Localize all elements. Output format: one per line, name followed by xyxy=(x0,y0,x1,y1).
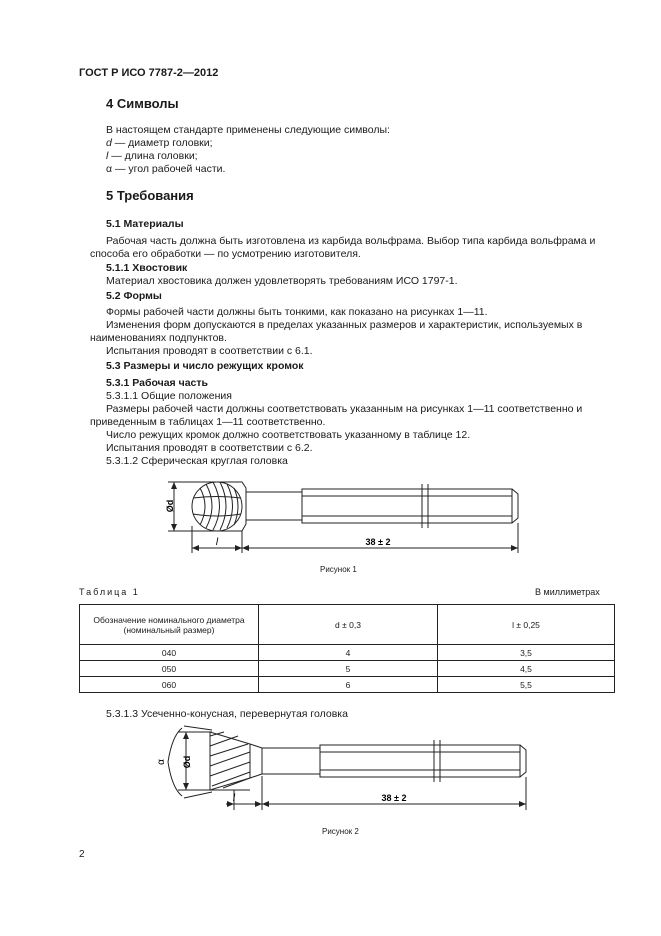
table-header-designation xyxy=(80,605,259,645)
page-number: 2 xyxy=(79,849,85,860)
section-5-3-1-1-line2: приведенным в таблицах 1—11 соответственно. xyxy=(90,416,326,428)
section-5-3-1-1-line3: Число режущих кромок должно соответствовать указанному в таблице 12. xyxy=(106,429,471,441)
figure-2-drawing xyxy=(150,722,530,814)
section-5-1-line1: Рабочая часть должна быть изготовлена из карбида вольфрама. Выбор типа карбида вольфрама и xyxy=(106,235,596,247)
section-5-2-title: 5.2 Формы xyxy=(106,290,162,302)
table-cell: 5,5 xyxy=(438,677,615,693)
section-5-2-line4: Испытания проводят в соответствии с 6.1. xyxy=(106,345,313,357)
figure-2-dim-total: 38 ± 2 xyxy=(381,793,407,803)
section-5-1-line2: способа его обработки — по усмотрению изготовителя. xyxy=(90,248,361,260)
figure-1-dim-total: 38 ± 2 xyxy=(365,537,391,547)
table-1-units: В миллиметрах xyxy=(535,587,600,597)
symbol-l xyxy=(106,150,198,163)
figure-1-dim-d: Ød xyxy=(165,499,175,513)
table-cell: 040 xyxy=(80,645,259,661)
symbol-l-letter: l xyxy=(106,150,109,162)
section-5-3-1-1-line4: Испытания проводят в соответствии с 6.2. xyxy=(106,442,313,454)
figure-1-drawing xyxy=(160,468,530,556)
table-cell: 050 xyxy=(80,661,259,677)
table-cell: 5 xyxy=(259,661,438,677)
table-header-designation-line1: Обозначение номинального диаметра xyxy=(93,614,245,625)
figure-2-dim-d: Ød xyxy=(182,755,192,769)
table-row xyxy=(80,677,615,693)
symbol-alpha-text: — угол рабочей части. xyxy=(112,163,226,175)
table-1 xyxy=(79,604,615,693)
section-4-intro: В настоящем стандарте применены следующие символы: xyxy=(106,124,390,136)
table-cell: 3,5 xyxy=(438,645,615,661)
section-5-3-1-1-line1: Размеры рабочей части должны соответствовать указанным на рисунках 1—11 соответственно и xyxy=(106,403,583,415)
symbol-d-letter: d xyxy=(106,137,112,149)
figure-2-dim-alpha: α xyxy=(156,759,167,765)
table-cell: 4 xyxy=(259,645,438,661)
section-5-1-1-text: Материал хвостовика должен удовлетворять требованиям ИСО 1797-1. xyxy=(106,275,458,287)
table-1-label: Таблица 1 xyxy=(79,587,140,597)
symbol-l-text: — длина головки; xyxy=(108,150,198,162)
section-5-title: 5 Требования xyxy=(106,188,194,203)
table-row xyxy=(80,645,615,661)
symbol-alpha-letter: α xyxy=(106,163,113,175)
symbol-alpha xyxy=(106,163,225,176)
table-header-l: l ± 0,25 xyxy=(438,605,615,645)
figure-2-caption: Рисунок 2 xyxy=(322,827,359,836)
figure-1-dim-l: l xyxy=(215,537,219,548)
section-5-3-1-title: 5.3.1 Рабочая часть xyxy=(106,377,208,389)
section-5-3-1-3-title: 5.3.1.3 Усеченно-конусная, перевернутая головка xyxy=(106,708,348,720)
table-cell: 060 xyxy=(80,677,259,693)
section-5-3-1-2-title: 5.3.1.2 Сферическая круглая головка xyxy=(106,455,288,467)
section-5-3-title: 5.3 Размеры и число режущих кромок xyxy=(106,360,304,372)
section-5-1-1-title: 5.1.1 Хвостовик xyxy=(106,262,188,274)
document-header: ГОСТ Р ИСО 7787-2—2012 xyxy=(79,67,219,79)
section-4-title: 4 Символы xyxy=(106,96,179,111)
table-cell: 4,5 xyxy=(438,661,615,677)
section-5-2-line3: наименованиях подпунктов. xyxy=(90,332,227,344)
symbol-d xyxy=(106,137,213,150)
symbol-d-text: — диаметр головки; xyxy=(111,137,213,149)
section-5-2-line2: Изменения форм допускаются в пределах указанных размеров и характеристик, используемых в xyxy=(106,319,583,331)
figure-2-dim-l: l xyxy=(232,793,236,804)
table-header-row xyxy=(80,605,615,645)
section-5-3-1-1-title: 5.3.1.1 Общие положения xyxy=(106,390,232,402)
section-5-1-title: 5.1 Материалы xyxy=(106,218,184,230)
table-header-d: d ± 0,3 xyxy=(259,605,438,645)
table-cell: 6 xyxy=(259,677,438,693)
table-row xyxy=(80,661,615,677)
table-header-designation-line2: (номинальный размер) xyxy=(123,624,215,635)
figure-1-caption: Рисунок 1 xyxy=(320,565,357,574)
section-5-2-line1: Формы рабочей части должны быть тонкими, как показано на рисунках 1—11. xyxy=(106,306,488,318)
